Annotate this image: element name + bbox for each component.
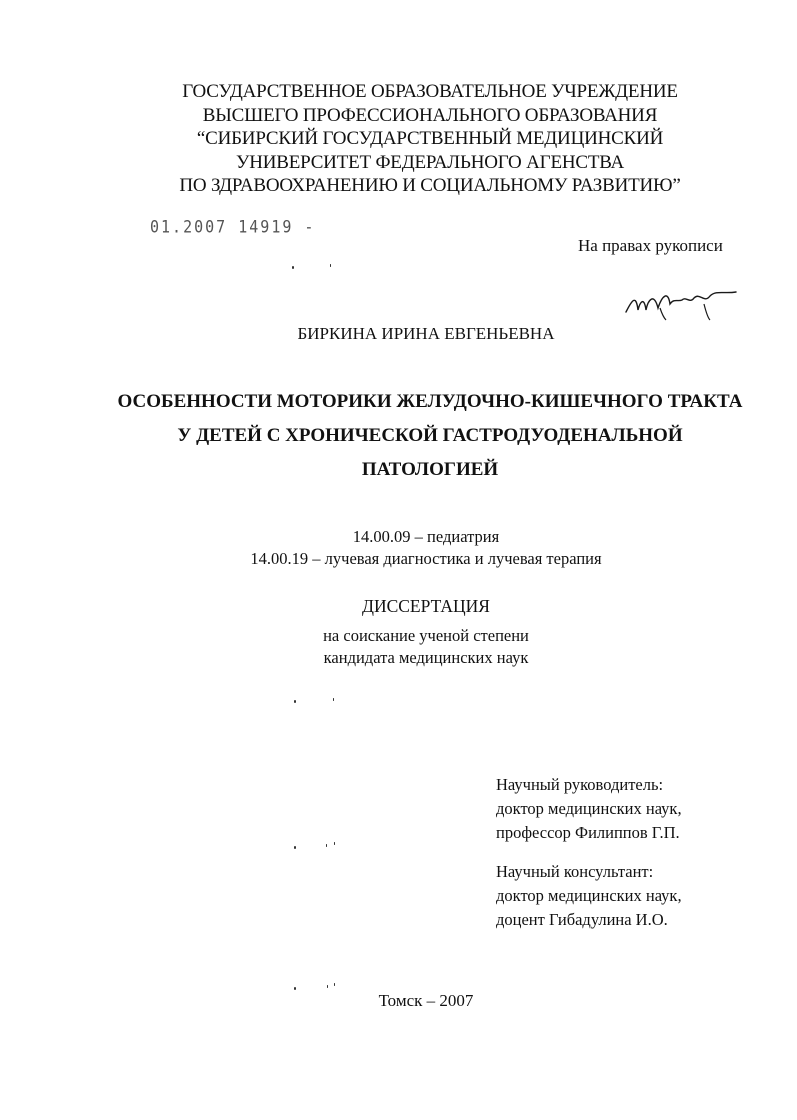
scientific-consultant bbox=[496, 860, 682, 932]
scan-speck bbox=[327, 985, 328, 988]
institution-line: ВЫСШЕГО ПРОФЕССИОНАЛЬНОГО ОБРАЗОВАНИЯ bbox=[202, 104, 658, 126]
title-line: У ДЕТЕЙ С ХРОНИЧЕСКОЙ ГАСТРОДУОДЕНАЛЬНОЙ bbox=[177, 425, 683, 446]
scan-speck bbox=[326, 844, 327, 847]
document-type: ДИССЕРТАЦИЯ bbox=[362, 596, 490, 616]
institution-header bbox=[100, 80, 760, 198]
scan-speck bbox=[333, 698, 334, 701]
consultant-line: Научный консультант: bbox=[496, 862, 654, 881]
institution-line: ГОСУДАРСТВЕННОЕ ОБРАЗОВАТЕЛЬНОЕ УЧРЕЖДЕНИЕ bbox=[182, 81, 678, 102]
scan-speck bbox=[294, 987, 296, 990]
scan-speck bbox=[330, 264, 331, 267]
supervisor-line: доктор медицинских наук, bbox=[496, 799, 682, 818]
specialty-line: 14.00.09 – педиатрия bbox=[352, 527, 500, 546]
scan-speck bbox=[294, 846, 296, 849]
institution-line: “СИБИРСКИЙ ГОСУДАРСТВЕННЫЙ МЕДИЦИНСКИЙ bbox=[196, 128, 664, 149]
dissertation-title bbox=[80, 385, 780, 487]
degree-line: кандидата медицинских наук bbox=[323, 648, 529, 667]
city-year: Томск – 2007 bbox=[378, 991, 474, 1010]
degree-line: на соискание ученой степени bbox=[323, 626, 529, 645]
institution-line: ПО ЗДРАВООХРАНЕНИЮ И СОЦИАЛЬНОМУ РАЗВИТИЮ” bbox=[179, 175, 681, 196]
scientific-supervisor bbox=[496, 773, 682, 845]
degree-statement bbox=[0, 625, 797, 669]
institution-line: УНИВЕРСИТЕТ ФЕДЕРАЛЬНОГО АГЕНСТВА bbox=[235, 151, 625, 173]
specialty-line: 14.00.19 – лучевая диагностика и лучевая терапия bbox=[250, 549, 602, 568]
title-line: ПАТОЛОГИЕЙ bbox=[361, 459, 499, 480]
supervisor-line: профессор Филиппов Г.П. bbox=[496, 823, 680, 842]
title-line: ОСОБЕННОСТИ МОТОРИКИ ЖЕЛУДОЧНО-КИШЕЧНОГО ТРАКТА bbox=[117, 391, 743, 412]
author-name: БИРКИНА ИРИНА ЕВГЕНЬЕВНА bbox=[297, 324, 555, 343]
rights-note: На правах рукописи bbox=[578, 236, 723, 255]
specialty-codes bbox=[0, 526, 797, 570]
library-stamp-number: 01.2007 14919 - bbox=[150, 216, 316, 238]
handwritten-signature bbox=[620, 282, 740, 322]
scan-speck bbox=[334, 842, 335, 845]
scan-speck bbox=[334, 983, 335, 986]
consultant-line: доцент Гибадулина И.О. bbox=[496, 910, 668, 929]
scan-speck bbox=[294, 700, 296, 703]
supervisor-line: Научный руководитель: bbox=[496, 775, 664, 794]
consultant-line: доктор медицинских наук, bbox=[496, 886, 682, 905]
scan-speck bbox=[292, 266, 294, 269]
